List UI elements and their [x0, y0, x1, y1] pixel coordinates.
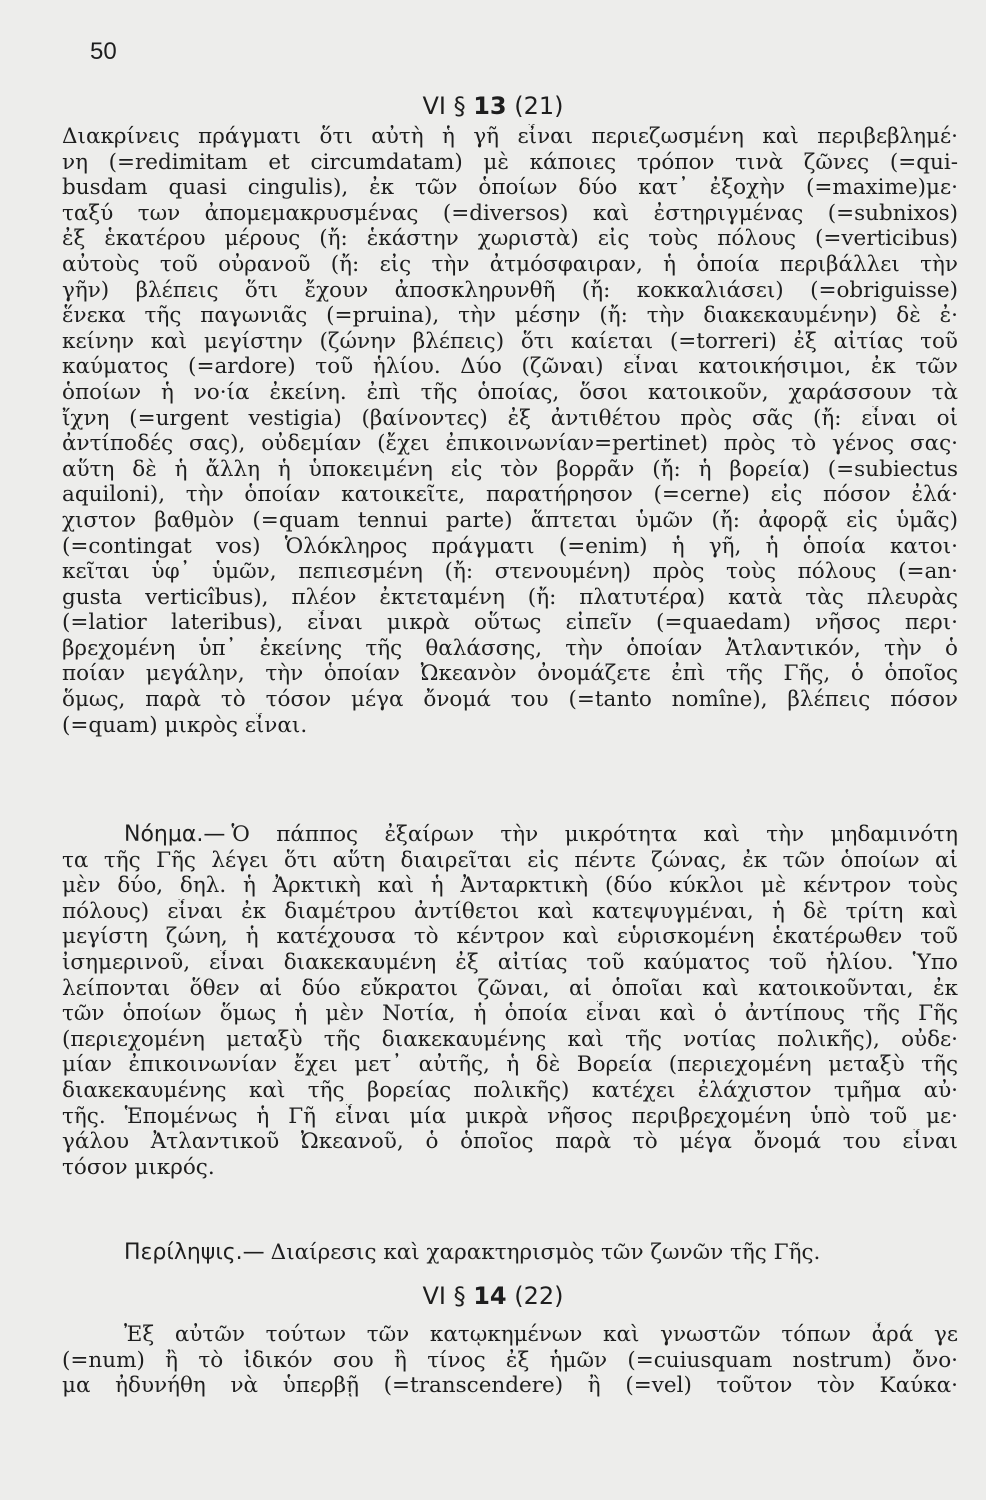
noima-paragraph — [62, 822, 958, 1180]
text-line: βρεχομένη ὑπ᾽ ἐκείνης τῆς θαλάσσης, τὴν ὁποίαν Ἀτλαντικόν, τὴν ὁ — [62, 635, 958, 661]
text-line: μὲν δύο, δηλ. ἡ Ἀρκτικὴ καὶ ἡ Ἀνταρκτικὴ (δύο κύκλοι μὲ κέντρον τοὺς — [62, 873, 958, 899]
text-line: αὕτη δὲ ἡ ἄλλη ἡ ὑποκειμένη εἰς τὸν βορρᾶν (ἤ: ἡ βορεία) (=subiectus — [62, 456, 958, 482]
text-line: διακεκαυμένης καὶ τῆς βορείας πολικῆς) κατέχει ἐλάχιστον τμῆμα αὐ· — [62, 1077, 958, 1103]
text-line: ἐξ ἑκατέρου μέρους (ἤ: ἑκάστην χωριστὰ) εἰς τοὺς πόλους (=verticibus) — [62, 226, 958, 252]
text-line: Ἐξ αὐτῶν τούτων τῶν κατῳκημένων καὶ γνωστῶν τόπων ἆρά γε — [124, 1322, 958, 1347]
section-heading-number: 13 — [473, 92, 507, 120]
text-line: πόλους) εἶναι ἐκ διαμέτρου ἀντίθετοι καὶ κατεψυγμέναι, ἡ δὲ τρίτη καὶ — [62, 898, 958, 924]
text-line: μίαν ἐπικοινωνίαν ἔχει μετ᾽ αὐτῆς, ἡ δὲ Βορεία (περιεχομένη μεταξὺ τῆς — [62, 1052, 958, 1078]
text-line: (περιεχομένη μεταξὺ τῆς διακεκαυμένης καὶ τῆς νοτίας πολικῆς), οὐδε· — [62, 1026, 958, 1052]
text-line: καύματος (=ardore) τοῦ ἡλίου. Δύο (ζῶναι) εἶναι κατοικήσιμοι, ἐκ τῶν — [62, 354, 958, 380]
text-line: κεῖται ὑφ᾽ ὑμῶν, πεπιεσμένη (ἤ: στενουμένη) πρὸς τοὺς πόλους (=an· — [62, 559, 958, 585]
page-number: 50 — [90, 38, 117, 65]
text-line: μεγίστη ζώνη, ἡ κατέχουσα τὸ κέντρον καὶ εὑρισκομένη ἑκατέρωθεν τοῦ — [62, 924, 958, 950]
text-line: αὐτοὺς τοῦ οὐρανοῦ (ἤ: εἰς τὴν ἀτμόσφαιραν, ἡ ὁποία περιβάλλει τὴν — [62, 251, 958, 277]
text-line: ἰσημερινοῦ, εἶναι διακεκαυμένη ἐξ αἰτίας τοῦ καύματος τοῦ ἡλίου. Ὑπο — [62, 949, 958, 975]
text-line: ἀντίποδές σας), οὐδεμίαν (ἔχει ἐπικοινωνίαν=pertinet) πρὸς τὸ γένος σας· — [62, 431, 958, 457]
text-line: ταξύ των ἀπομεμακρυσμένας (=diversos) καὶ ἐστηριγμένας (=subnixos) — [62, 200, 958, 226]
text-line: Διακρίνεις πράγματι ὅτι αὐτὴ ἡ γῆ εἶναι περιεζωσμένη καὶ περιβεβλημέ· — [62, 124, 958, 149]
text-line — [62, 1240, 958, 1266]
text-line: τῶν ὁποίων ὅμως ἡ μὲν Νοτία, ἡ ὁποία εἶναι καὶ ὁ ἀντίπους τῆς Γῆς — [62, 1001, 958, 1027]
section-heading-number: 14 — [473, 1282, 507, 1310]
section-heading-13 — [0, 92, 986, 120]
text-line: τῆς. Ἑπομένως ἡ Γῆ εἶναι μία μικρὰ νῆσος περιβρεχομένη ὑπὸ τοῦ με· — [62, 1103, 958, 1129]
section-14-text — [62, 1322, 958, 1399]
text-line: (=quam) μικρὸς εἶναι. — [62, 712, 308, 738]
section-heading-14 — [0, 1282, 986, 1310]
text-line: γάλου Ἀτλαντικοῦ Ὠκεανοῦ, ὁ ὁποῖος παρὰ τὸ μέγα ὄνομά του εἶναι — [62, 1129, 958, 1155]
section-heading-prefix: VI § — [422, 92, 474, 120]
text-line — [62, 822, 958, 848]
text-line: (=contingat vos) Ὁλόκληρος πράγματι (=enim) ἡ γῆ, ἡ ὁποία κατοι· — [62, 533, 958, 559]
text-line: τόσον μικρός. — [62, 1154, 215, 1180]
section-heading-ref: (22) — [514, 1282, 564, 1310]
text-line: ποίαν μεγάλην, τὴν ὁποίαν Ὠκεανὸν ὀνομάζετε ἐπὶ τῆς Γῆς, ὁ ὁποῖος — [62, 661, 958, 687]
text-line: κείνην καὶ μεγίστην (ζώνην βλέπεις) ὅτι καίεται (=torreri) ἐξ αἰτίας τοῦ — [62, 328, 958, 354]
section-heading-ref: (21) — [514, 92, 564, 120]
text-line: τα τῆς Γῆς λέγει ὅτι αὕτη διαιρεῖται εἰς πέντε ζώνας, ἐκ τῶν ὁποίων αἱ — [62, 847, 958, 873]
perilipsis-text: Διαίρεσις καὶ χαρακτηρισμὸς τῶν ζωνῶν τῆς Γῆς. — [270, 1240, 821, 1265]
perilipsis-paragraph — [62, 1240, 958, 1266]
noima-label: Νόημα.— — [124, 822, 226, 847]
text-line: λείπονται ὅθεν αἱ δύο εὔκρατοι ζῶναι, αἱ ὁποῖαι καὶ κατοικοῦνται, ἐκ — [62, 975, 958, 1001]
section-heading-prefix: VI § — [422, 1282, 474, 1310]
text-line: ἴχνη (=urgent vestigia) (βαίνοντες) ἐξ ἀντιθέτου πρὸς σᾶς (ἤ: εἶναι οἱ — [62, 405, 958, 431]
text-line: μα ἠδυνήθη νὰ ὑπερβῇ (=transcendere) ἢ (=vel) τοῦτον τὸν Καύκα· — [62, 1373, 958, 1399]
text-line: busdam quasi cingulis), ἐκ τῶν ὁποίων δύο κατ᾽ ἐξοχὴν (=maxime)με· — [62, 175, 958, 201]
text-line: (=latior lateribus), εἶναι μικρὰ οὕτως εἰπεῖν (=quaedam) νῆσος περι· — [62, 610, 958, 636]
text-line: ὁποίων ἡ νο·ία ἐκείνη. ἐπὶ τῆς ὁποίας, ὅσοι κατοικοῦν, χαράσσουν τὰ — [62, 379, 958, 405]
text-line: γῆν) βλέπεις ὅτι ἔχουν ἀποσκληρυνθῆ (ἤ: κοκκαλιάσει) (=obriguisse) — [62, 277, 958, 303]
text-line: ἕνεκα τῆς παγωνιᾶς (=pruina), τὴν μέσην (ἤ: τὴν διακεκαυμένην) δὲ ἐ· — [62, 303, 958, 329]
text-line: νη (=redimitam et circumdatam) μὲ κάποιες τρόπον τινὰ ζῶνες (=qui- — [62, 149, 958, 175]
noima-first-line: Ὁ πάππος ἐξαίρων τὴν μικρότητα καὶ τὴν μηδαμινότη — [231, 822, 958, 847]
text-line: (=num) ἢ τὸ ἰδικόν σου ἢ τίνος ἐξ ἡμῶν (=cuiusquam nostrum) ὄνο· — [62, 1347, 958, 1373]
section-13-text — [62, 124, 958, 738]
perilipsis-label: Περίληψις.— — [124, 1240, 265, 1265]
text-line: aquiloni), τὴν ὁποίαν κατοικεῖτε, παρατήρησον (=cerne) εἰς πόσον ἐλά· — [62, 482, 958, 508]
text-line: ὅμως, παρὰ τὸ τόσον μέγα ὄνομά του (=tanto nomîne), βλέπεις πόσον — [62, 687, 958, 713]
text-line: χιστον βαθμὸν (=quam tennui parte) ἅπτεται ὑμῶν (ἤ: ἀφορᾷ εἰς ὑμᾶς) — [62, 507, 958, 533]
text-line: gusta verticîbus), πλέον ἐκτεταμένη (ἤ: πλατυτέρα) κατὰ τὰς πλευρὰς — [62, 584, 958, 610]
